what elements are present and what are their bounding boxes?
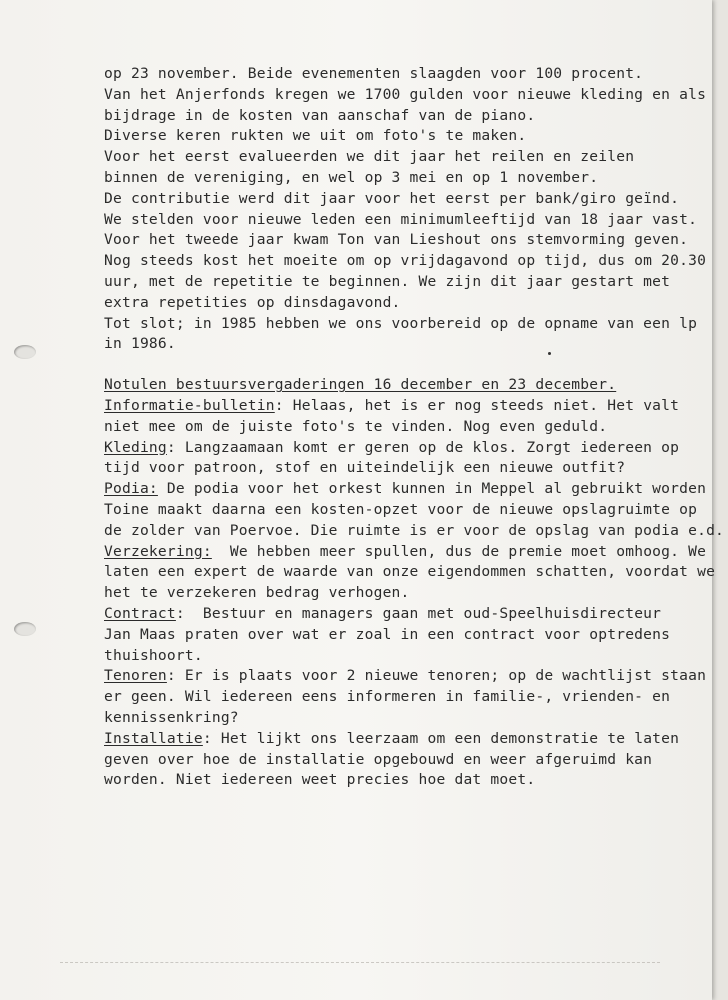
minutes-item	[104, 438, 704, 480]
heading-separator: :	[175, 604, 203, 622]
minutes-item	[104, 729, 704, 791]
text-line: Nog steeds kost het moeite om op vrijdagavond op tijd, dus om 20.30	[104, 252, 707, 270]
minutes-item-text: er geen. Wil iedereen eens informeren in familie-, vrienden- en	[104, 688, 671, 706]
minutes-item-text: worden. Niet iedereen weet precies hoe dat moet.	[104, 771, 536, 789]
minutes-item-text: We hebben meer spullen, dus de premie moet omhoog. We	[229, 542, 707, 560]
minutes-item-first-line	[104, 604, 704, 625]
page-footer-line	[60, 962, 660, 971]
minutes-item	[104, 396, 704, 438]
text-line: in 1986.	[104, 335, 176, 353]
punch-hole-top	[14, 345, 36, 359]
minutes-item-text: De podia voor het orkest kunnen in Meppel al gebruikt worden	[166, 480, 707, 498]
minutes-item-first-line	[104, 666, 707, 687]
minutes-item-text: Het lijkt ons leerzaam om een demonstratie te laten	[220, 729, 680, 747]
text-line: binnen de vereniging, en wel op 3 mei en op 1 november.	[104, 168, 599, 186]
minutes-item	[104, 542, 716, 604]
text-line: Tot slot; in 1985 hebben we ons voorbereid op de opname van een lp	[104, 314, 698, 332]
text-line: De contributie werd dit jaar voor het eerst per bank/giro geïnd.	[104, 189, 680, 207]
text-line: We stelden voor nieuwe leden een minimumleeftijd van 18 jaar vast.	[104, 210, 698, 228]
minutes-item-text: Langzaamaan komt er geren op de klos. Zorgt iedereen op	[184, 438, 680, 456]
minutes-item-text: Toine maakt daarna een kosten-opzet voor de nieuwe opslagruimte op	[104, 500, 698, 518]
minutes-item-text: kennissenkring?	[104, 708, 239, 726]
minutes-item-heading: Kleding	[104, 438, 167, 456]
minutes-item-first-line	[104, 542, 707, 563]
text-line: bijdrage in de kosten van aanschaf van de piano.	[104, 106, 536, 124]
minutes-item-text: de zolder van Poervoe. Die ruimte is er voor de opslag van podia e.d.	[104, 521, 725, 539]
minutes-item-heading: Podia:	[104, 480, 158, 498]
minutes-item-heading: Contract	[104, 604, 176, 622]
minutes-item-heading: Installatie	[104, 729, 203, 747]
minutes-item-first-line	[104, 479, 707, 500]
minutes-item	[104, 479, 725, 541]
text-line: Van het Anjerfonds kregen we 1700 gulden voor nieuwe kleding en als	[104, 85, 707, 103]
heading-separator: :	[166, 667, 185, 685]
minutes-item-heading: Verzekering:	[104, 542, 212, 560]
heading-separator: :	[202, 729, 221, 747]
minutes-item-text: laten een expert de waarde van onze eigendommen schatten, voordat we	[104, 563, 716, 581]
text-line: Voor het tweede jaar kwam Ton van Lieshout ons stemvorming geven.	[104, 231, 689, 249]
minutes-item-text: niet mee om de juiste foto's te vinden. Nog even geduld.	[104, 417, 608, 435]
punch-hole-bottom	[14, 622, 36, 636]
heading-separator: :	[166, 438, 185, 456]
minutes-list	[104, 396, 725, 791]
heading-separator	[158, 480, 167, 497]
minutes-item-first-line	[104, 729, 704, 750]
minutes-item-heading: Tenoren	[104, 667, 167, 685]
intro-paragraph	[104, 64, 707, 355]
minutes-item-text: Helaas, het is er nog steeds niet. Het valt	[292, 396, 680, 414]
minutes-item-first-line	[104, 396, 704, 417]
minutes-item-text: Er is plaats voor 2 nieuwe tenoren; op de wachtlijst staan	[184, 667, 707, 685]
document-text	[104, 64, 725, 791]
minutes-item-text: het te verzekeren bedrag verhogen.	[104, 584, 410, 602]
minutes-item-text: geven over hoe de installatie opgebouwd en weer afgeruimd kan	[104, 750, 653, 768]
minutes-item-text: Bestuur en managers gaan met oud-Speelhuisdirecteur	[202, 604, 662, 622]
minutes-item	[104, 604, 704, 666]
section-title: Notulen bestuursvergaderingen 16 december en 23 december.	[104, 376, 617, 394]
text-line: op 23 november. Beide evenementen slaagden voor 100 procent.	[104, 65, 644, 82]
minutes-item-text: thuishoort.	[104, 646, 203, 664]
heading-separator	[212, 543, 230, 560]
minutes-item-text: tijd voor patroon, stof en uiteindelijk een nieuwe outfit?	[104, 459, 626, 477]
text-line: uur, met de repetitie te beginnen. We zijn dit jaar gestart met	[104, 272, 671, 290]
text-line: Voor het eerst evalueerden we dit jaar het reilen en zeilen	[104, 148, 635, 166]
text-line: extra repetities op dinsdagavond.	[104, 293, 401, 311]
heading-separator: :	[274, 396, 293, 414]
minutes-item-first-line	[104, 438, 704, 459]
minutes-item-heading: Informatie-bulletin	[104, 396, 275, 414]
text-line: Diverse keren rukten we uit om foto's te maken.	[104, 127, 527, 145]
minutes-item	[104, 666, 707, 728]
minutes-item-text: Jan Maas praten over wat er zoal in een contract voor optredens	[104, 625, 671, 643]
